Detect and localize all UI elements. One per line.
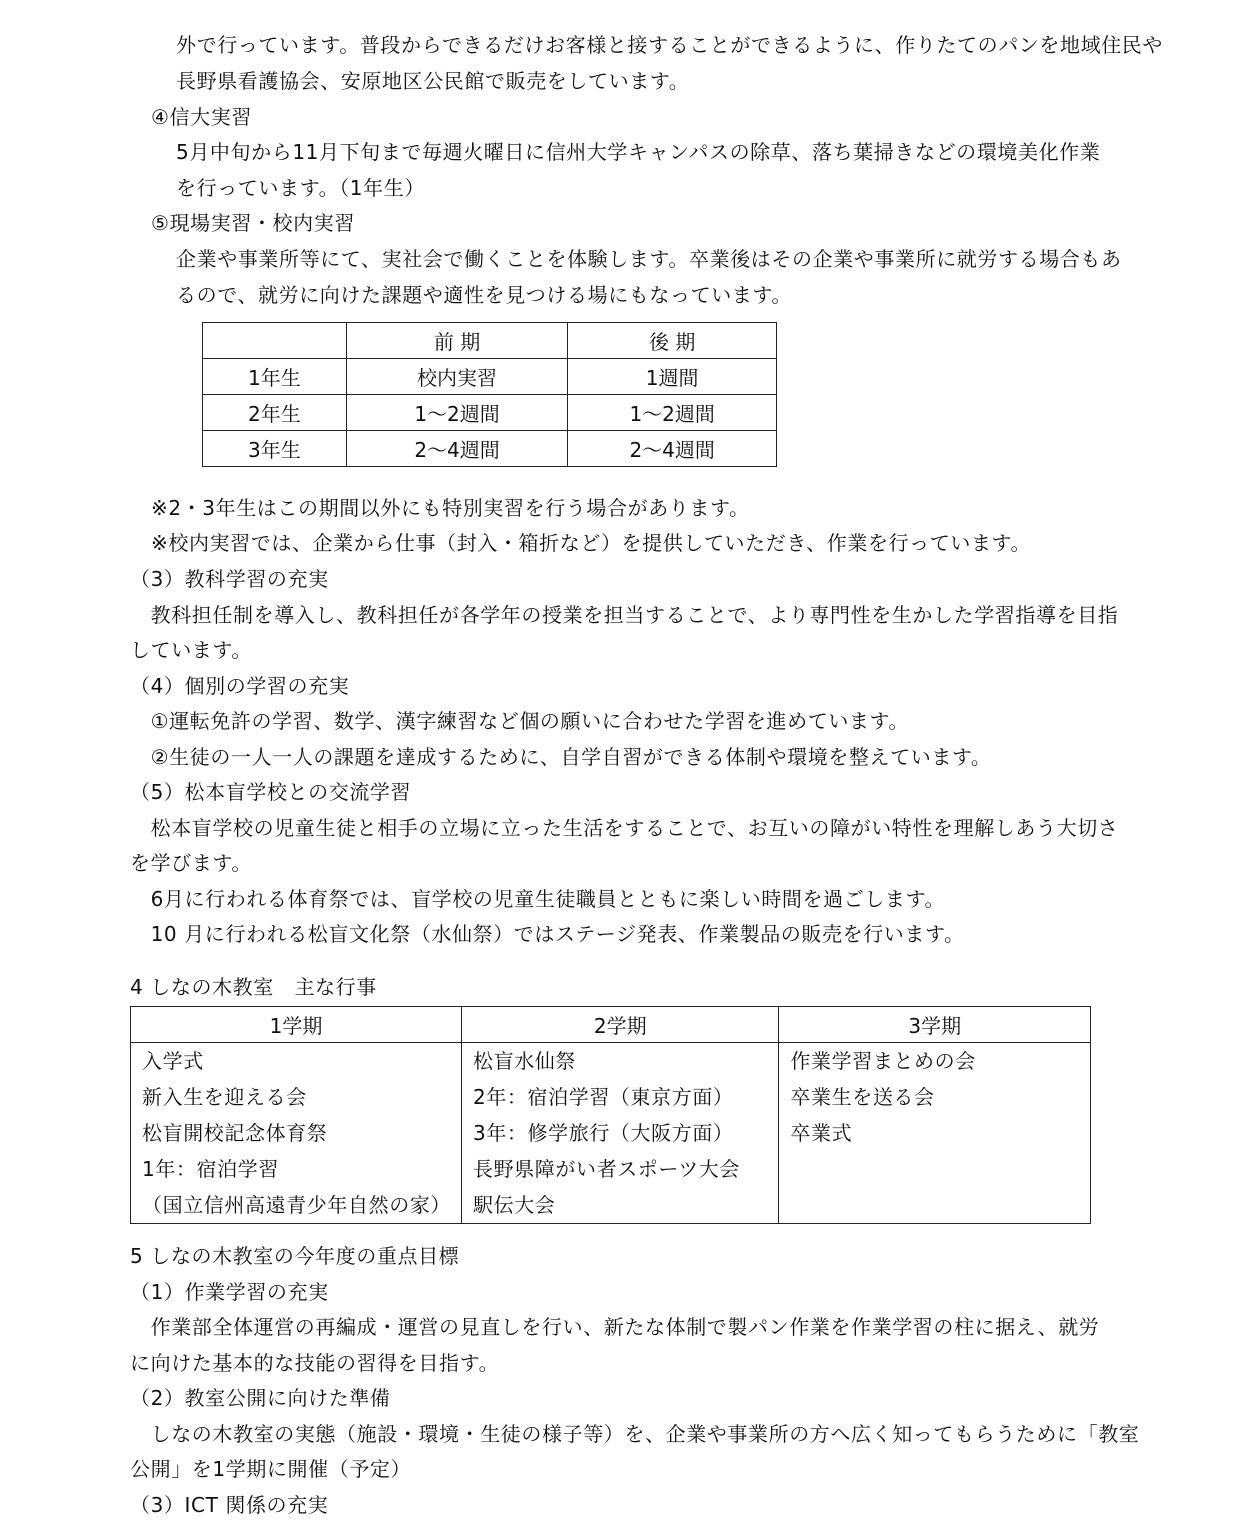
body-text-line: るので、就労に向けた課題や適性を見つける場にもなっています。 bbox=[176, 283, 792, 307]
table-cell: 2年生 bbox=[203, 395, 347, 431]
note-line: ※2・3年生はこの期間以外にも特別実習を行う場合があります。 bbox=[151, 496, 750, 520]
section-heading-goals: 5 しなの木教室の今年度の重点目標 bbox=[130, 1244, 460, 1268]
term-1-events bbox=[131, 1043, 462, 1224]
body-text-line: を行っています。（1年生） bbox=[176, 176, 425, 200]
table-row bbox=[203, 431, 777, 467]
section-heading-exchange-learning: （5）松本盲学校との交流学習 bbox=[130, 780, 412, 804]
list-item: 3年：修学旅行（大阪方面） bbox=[473, 1121, 734, 1145]
body-text-line: 企業や事業所等にて、実社会で働くことを体験します。卒業後はその企業や事業所に就労する場合もあ bbox=[176, 247, 1122, 271]
table-header-cell: 1学期 bbox=[131, 1007, 462, 1043]
subheading-field-practice: ⑤現場実習・校内実習 bbox=[151, 211, 355, 235]
table-cell: 1週間 bbox=[568, 359, 777, 395]
body-text-line: 5月中旬から11月下旬まで毎週火曜日に信州大学キャンパスの除草、落ち葉掃きなどの環境美化作業 bbox=[176, 140, 1101, 164]
table-header-row bbox=[131, 1007, 1091, 1043]
table-header-cell: 後 期 bbox=[568, 323, 777, 359]
list-item: 卒業生を送る会 bbox=[790, 1085, 935, 1109]
list-item: 2年：宿泊学習（東京方面） bbox=[473, 1085, 734, 1109]
table-cell: 3年生 bbox=[203, 431, 347, 467]
list-item: 入学式 bbox=[142, 1049, 204, 1073]
table-header-cell bbox=[203, 323, 347, 359]
list-item: 駅伝大会 bbox=[473, 1193, 556, 1217]
table-row bbox=[131, 1043, 1091, 1224]
table-header-cell: 前 期 bbox=[346, 323, 568, 359]
table-header-cell: 2学期 bbox=[462, 1007, 779, 1043]
subheading-work-learning: （1）作業学習の充実 bbox=[130, 1280, 329, 1304]
table-cell: 1～2週間 bbox=[568, 395, 777, 431]
table-row bbox=[203, 395, 777, 431]
body-text-line: しなの木教室の実態（施設・環境・生徒の様子等）を、企業や事業所の方へ広く知ってもらうために「教室 bbox=[130, 1422, 1140, 1446]
subheading-open-classroom: （2）教室公開に向けた準備 bbox=[130, 1386, 391, 1410]
section-heading-subject-learning: （3）教科学習の充実 bbox=[130, 567, 329, 591]
table-cell: 1～2週間 bbox=[346, 395, 568, 431]
table-cell: 1年生 bbox=[203, 359, 347, 395]
body-text-line: 10 月に行われる松盲文化祭（水仙祭）ではステージ発表、作業製品の販売を行います。 bbox=[130, 922, 965, 946]
list-item: 松盲水仙祭 bbox=[473, 1049, 576, 1073]
body-text-line: を学びます。 bbox=[130, 851, 252, 875]
section-heading-events: 4 しなの木教室 主な行事 bbox=[130, 975, 377, 999]
body-text-line: 公開」を1学期に開催（予定） bbox=[130, 1457, 412, 1481]
list-item: 松盲開校記念体育祭 bbox=[142, 1121, 328, 1145]
list-item: 1年：宿泊学習 bbox=[142, 1157, 279, 1181]
subheading-ict: （3）ICT 関係の充実 bbox=[130, 1493, 329, 1517]
term-2-events bbox=[462, 1043, 779, 1224]
list-item: 新入生を迎える会 bbox=[142, 1085, 307, 1109]
list-item: 長野県障がい者スポーツ大会 bbox=[473, 1157, 740, 1181]
body-text-line: 教科担任制を導入し、教科担任が各学年の授業を担当することで、より専門性を生かした学習指導を目指 bbox=[130, 603, 1119, 627]
table-header-cell: 3学期 bbox=[779, 1007, 1091, 1043]
body-text-line: 作業部全体運営の再編成・運営の見直しを行い、新たな体制で製パン作業を作業学習の柱に据え、就労 bbox=[130, 1315, 1100, 1339]
table-cell: 2～4週間 bbox=[568, 431, 777, 467]
list-item: 卒業式 bbox=[790, 1121, 853, 1145]
table-cell: 校内実習 bbox=[346, 359, 568, 395]
table-cell: 2～4週間 bbox=[346, 431, 568, 467]
subheading-shindai-practice: ④信大実習 bbox=[151, 105, 252, 129]
term-3-events bbox=[779, 1043, 1091, 1224]
body-text-line: 松本盲学校の児童生徒と相手の立場に立った生活をすることで、お互いの障がい特性を理解しあう大切さ bbox=[130, 816, 1119, 840]
body-text-line: 外で行っています。普段からできるだけお客様と接することができるように、作りたてのパンを地域住民や bbox=[176, 33, 1163, 57]
body-text-line: に向けた基本的な技能の習得を目指す。 bbox=[130, 1351, 500, 1375]
body-text-line: ①運転免許の学習、数学、漢字練習など個の願いに合わせた学習を進めています。 bbox=[130, 709, 910, 733]
list-item: （国立信州高遠青少年自然の家） bbox=[142, 1193, 451, 1217]
table-row bbox=[203, 359, 777, 395]
body-text-line: 長野県看護協会、安原地区公民館で販売をしています。 bbox=[176, 69, 690, 93]
body-text-line: ②生徒の一人一人の課題を達成するために、自学自習ができる体制や環境を整えています。 bbox=[130, 745, 992, 769]
note-line: ※校内実習では、企業から仕事（封入・箱折など）を提供していただき、作業を行っています。 bbox=[151, 531, 1032, 555]
section-heading-individual-learning: （4）個別の学習の充実 bbox=[130, 674, 350, 698]
body-text-line: しています。 bbox=[130, 638, 252, 662]
list-item: 作業学習まとめの会 bbox=[790, 1049, 976, 1073]
events-table bbox=[130, 1006, 1091, 1224]
practice-schedule-table bbox=[202, 322, 777, 467]
table-header-row bbox=[203, 323, 777, 359]
body-text-line: 6月に行われる体育祭では、盲学校の児童生徒職員とともに楽しい時間を過ごします。 bbox=[130, 887, 946, 911]
